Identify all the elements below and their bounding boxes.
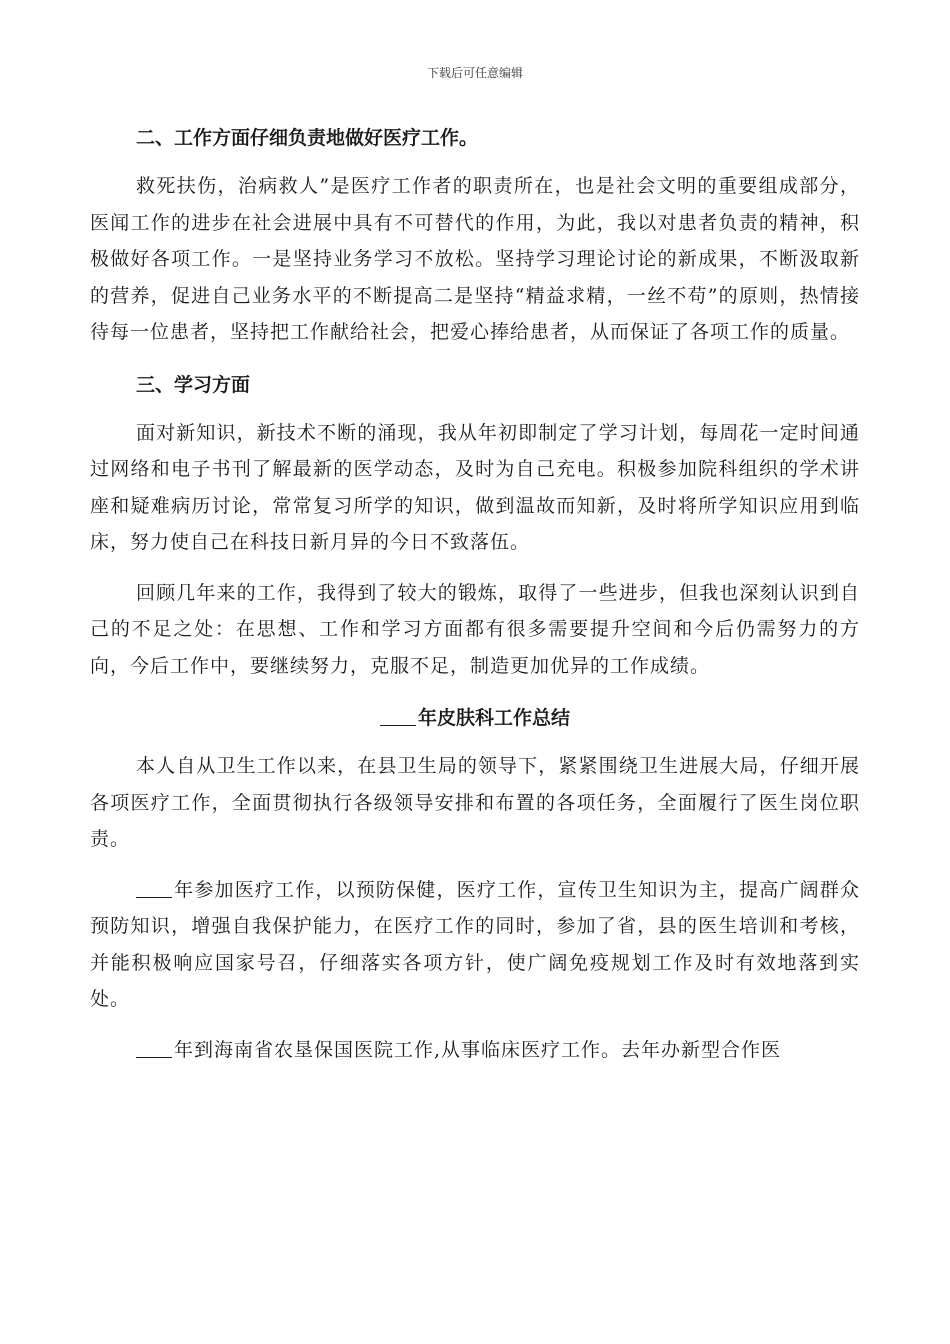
- year-blank: [136, 879, 172, 898]
- paragraph-intro: 本人自从卫生工作以来，在县卫生局的领导下，紧紧围绕卫生进展大局，仔细开展各项医疗工作，全面贯彻执行各级领导安排和布置的各项任务，全面履行了医生岗位职责。: [90, 755, 860, 850]
- paragraph-study: 面对新知识，新技术不断的涌现，我从年初即制定了学习计划，每周花一定时间通过网络和电子书刊了解最新的医学动态，及时为自己充电。积极参加院科组织的学术讲座和疑难病历讨论，常常复习所学的知识，做到温故而知新，及时将所学知识应用到临床，努力使自己在科技日新月异的今日不致落伍。: [90, 421, 860, 553]
- section-heading-study: 三、学习方面: [136, 373, 251, 396]
- paragraph-work: 救死扶伤，治病救人”是医疗工作者的职责所在，也是社会文明的重要组成部分，医闻工作的进步在社会进展中具有不可替代的作用，为此，我以对患者负责的精神，积极做好各项工作。一是坚持业务学习不放松。坚持学习理论讨论的新成果，不断汲取新的营养，促进自己业务水平的不断提高二是坚持“精益求精，一丝不苟”的原则，热情接待每一位患者，坚持把工作献给社会，把爱心捧给患者，从而保证了各项工作的质量。: [90, 175, 860, 343]
- paragraph-hospital: [90, 1032, 860, 1069]
- summary-title: [90, 698, 860, 738]
- paragraph-year-work-text: 年参加医疗工作，以预防保健，医疗工作，宣传卫生知识为主，提高广阔群众预防知识，增强自我保护能力，在医疗工作的同时，参加了省，县的医生培训和考核，并能积极响应国家号召，仔细落实各项方针，使广阔免疫规划工作及时有效地落到实处。: [90, 878, 860, 1010]
- paragraph-review: 回顾几年来的工作，我得到了较大的锻炼，取得了一些进步，但我也深刻认识到自己的不足之处：在思想、工作和学习方面都有很多需要提升空间和今后仍需努力的方向，今后工作中，要继续努力，克服不足，制造更加优异的工作成绩。: [90, 581, 860, 677]
- summary-title-text: 年皮肤科工作总结: [417, 707, 570, 729]
- paragraph-year-work: [90, 872, 860, 1018]
- document-body: [90, 118, 860, 1068]
- year-blank: [136, 1039, 172, 1058]
- page-header-note: 下载后可任意编辑: [426, 66, 523, 80]
- year-blank: [380, 707, 416, 726]
- section-heading-work: 二、工作方面仔细负责地做好医疗工作。: [136, 127, 479, 149]
- paragraph-hospital-text: 年到海南省农垦保国医院工作,从事临床医疗工作。去年办新型合作医: [174, 1038, 782, 1061]
